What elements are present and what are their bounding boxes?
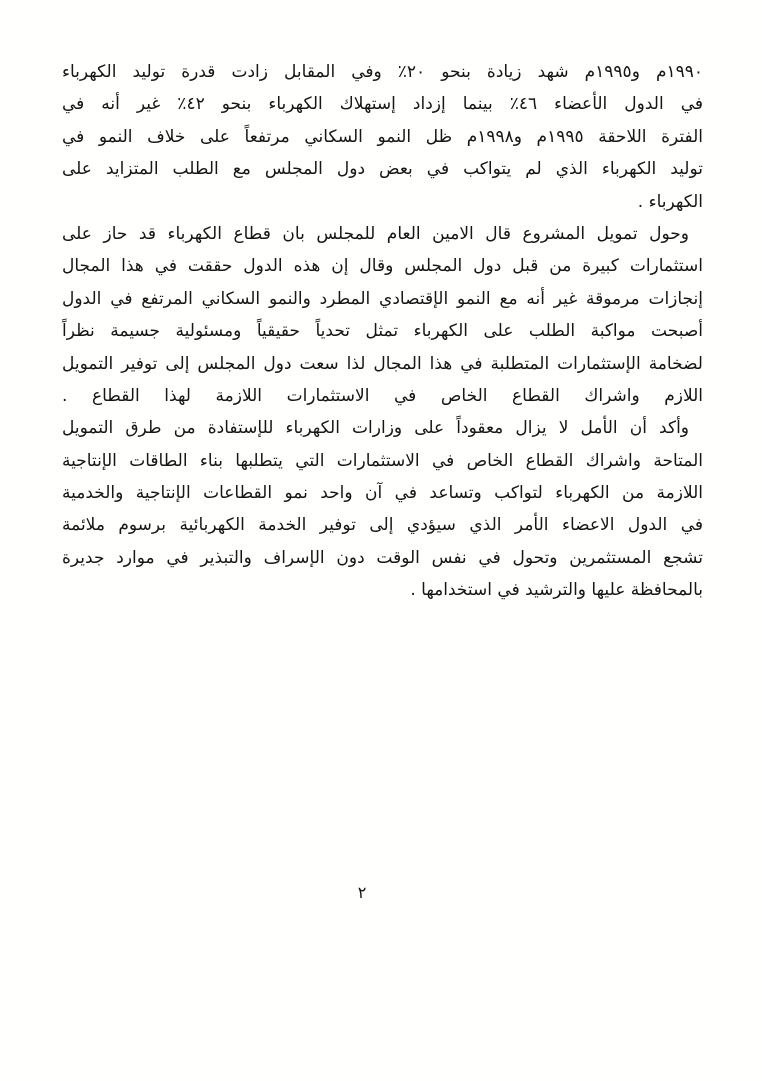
text-line: وأكد أن الأمل لا يزال معقوداً على وزارات الكهرباء للإستفادة من طرق التمويل bbox=[62, 418, 689, 439]
text-line: في الدول الاعضاء الأمر الذي سيؤدي إلى توفير الخدمة الكهربائية برسوم ملائمة bbox=[62, 515, 703, 536]
text-line: بالمحافظة عليها والترشيد في استخدامها . bbox=[410, 580, 703, 601]
text-line: اللازم واشراك القطاع الخاص في الاستثمارات اللازمة لهذا القطاع . bbox=[62, 385, 703, 406]
text-line: توليد الكهرباء الذي لم يتواكب في بعض دول المجلس مع الطلب المتزايد على bbox=[62, 159, 703, 180]
text-line: تشجع المستثمرين وتحول في نفس الوقت دون الإسراف والتبذير في موارد جديرة bbox=[62, 547, 703, 568]
text-line: لضخامة الإستثمارات المتطلبة في هذا المجال لذا سعت دول المجلس إلى توفير التمويل bbox=[62, 353, 703, 374]
text-line: الفترة اللاحقة ١٩٩٥م و١٩٩٨م ظل النمو السكاني مرتفعاً على خلاف النمو في bbox=[62, 126, 704, 147]
text-line: المتاحة واشراك القطاع الخاص في الاستثمارات التي يتطلبها بناء الطاقات الإنتاجية bbox=[62, 450, 703, 471]
body-text bbox=[62, 56, 703, 607]
text-line: إنجازات مرموقة غير أنه مع النمو الإقتصادي المطرد والنمو السكاني المرتفع في الدول bbox=[62, 288, 703, 309]
text-line: وحول تمويل المشروع قال الامين العام للمجلس بان قطاع الكهرباء قد حاز على bbox=[62, 223, 689, 244]
text-line: استثمارات كبيرة من قبل دول المجلس وقال إن هذه الدول حققت في هذا المجال bbox=[62, 256, 703, 277]
text-line: الكهرباء . bbox=[637, 191, 703, 212]
text-line: ١٩٩٠م و١٩٩٥م شهد زيادة بنحو ٢٠٪ وفي المقابل زادت قدرة توليد الكهرباء bbox=[62, 62, 704, 82]
page-number: ٢ bbox=[357, 883, 367, 902]
text-line: اللازمة من الكهرباء لتواكب وتساعد في آن واحد نمو القطاعات الإنتاجية والخدمية bbox=[62, 483, 703, 504]
text-line: في الدول الأعضاء ٤٦٪ بينما إزداد إستهلاك الكهرباء بنحو ٤٢٪ غير أنه في bbox=[62, 94, 703, 115]
text-line: أصبحت مواكبة الطلب على الكهرباء تمثل تحدياً حقيقياً ومسئولية جسيمة نظراً bbox=[62, 321, 703, 342]
